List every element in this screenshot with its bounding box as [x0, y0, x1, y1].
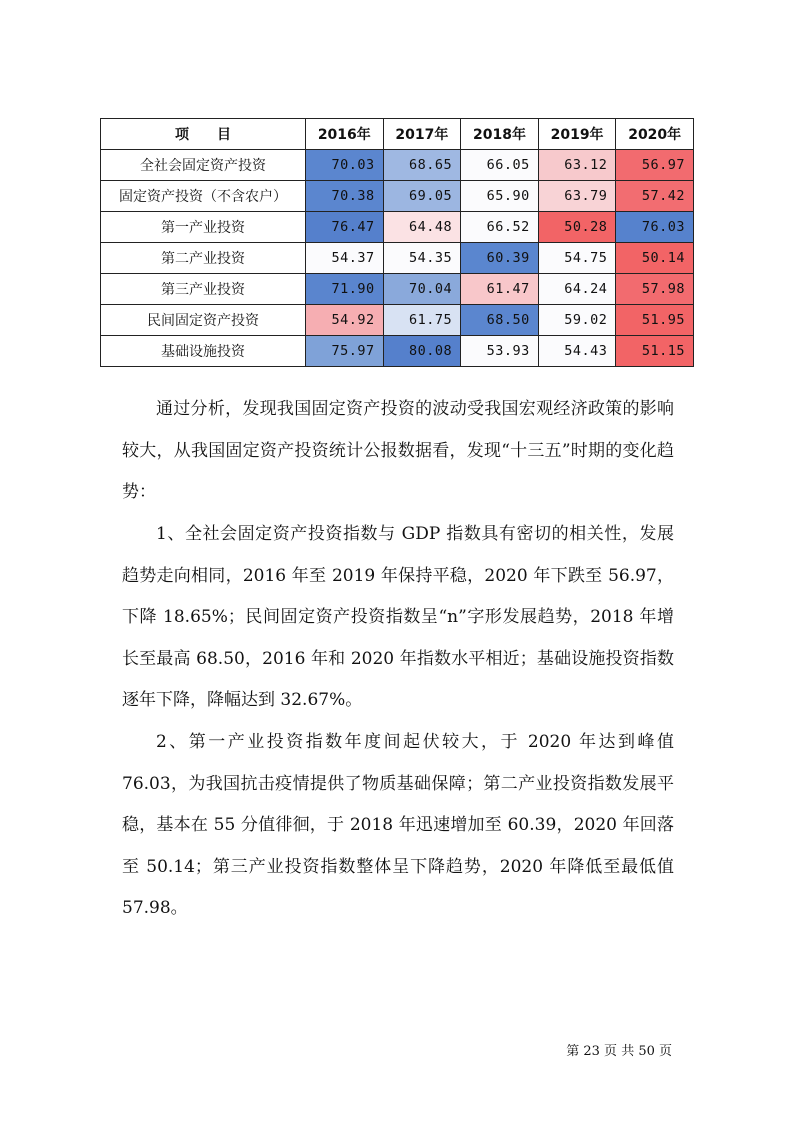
table-cell: 50.14	[616, 243, 694, 274]
body-paragraph-point-2: 2、第一产业投资指数年度间起伏较大，于 2020 年达到峰值 76.03，为我国抗击疫情提供了物质基础保障；第二产业投资指数发展平稳，基本在 55 分值徘徊，于 2018 年迅速增加至 60.39，2020 年回落至 50.14；第三产业投资指数整体呈下降趋势，2020 年降低至最低值 57.98。	[122, 732, 674, 918]
table-cell: 64.48	[383, 212, 461, 243]
body-paragraph-intro: 通过分析，发现我国固定资产投资的波动受我国宏观经济政策的影响较大，从我国固定资产投资统计公报数据看，发现“十三五”时期的变化趋势：	[122, 399, 674, 502]
table-header-row	[101, 119, 694, 150]
header-2016: 2016年	[306, 119, 384, 150]
table-cell: 54.37	[306, 243, 384, 274]
table-cell: 75.97	[306, 336, 384, 367]
table-cell: 66.52	[461, 212, 539, 243]
table-cell: 51.15	[616, 336, 694, 367]
table-cell: 65.90	[461, 181, 539, 212]
row-label: 民间固定资产投资	[101, 305, 306, 336]
row-label: 第二产业投资	[101, 243, 306, 274]
page-number-footer: 第 23 页 共 50 页	[566, 1044, 672, 1059]
table-cell: 57.98	[616, 274, 694, 305]
table-cell: 53.93	[461, 336, 539, 367]
header-2019: 2019年	[538, 119, 616, 150]
table-row	[101, 274, 694, 305]
header-2017: 2017年	[383, 119, 461, 150]
body-paragraph-point-1: 1、全社会固定资产投资指数与 GDP 指数具有密切的相关性，发展趋势走向相同，2016 年至 2019 年保持平稳，2020 年下跌至 56.97，下降 18.65%；民间固定资产投资指数呈“n”字形发展趋势，2018 年增长至最高 68.50，2016 年和 2020 年指数水平相近；基础设施投资指数逐年下降，降幅达到 32.67%。	[122, 524, 674, 710]
table-cell: 70.04	[383, 274, 461, 305]
header-2020: 2020年	[616, 119, 694, 150]
row-label: 固定资产投资（不含农户）	[101, 181, 306, 212]
table-cell: 66.05	[461, 150, 539, 181]
table-cell: 50.28	[538, 212, 616, 243]
table-cell: 76.47	[306, 212, 384, 243]
table-cell: 51.95	[616, 305, 694, 336]
table-row	[101, 212, 694, 243]
table-cell: 54.92	[306, 305, 384, 336]
table-cell: 54.35	[383, 243, 461, 274]
row-label: 基础设施投资	[101, 336, 306, 367]
investment-index-table	[100, 118, 694, 367]
table-cell: 70.38	[306, 181, 384, 212]
table-cell: 69.05	[383, 181, 461, 212]
header-2018: 2018年	[461, 119, 539, 150]
row-label: 第三产业投资	[101, 274, 306, 305]
table-cell: 56.97	[616, 150, 694, 181]
table-cell: 61.75	[383, 305, 461, 336]
table-cell: 57.42	[616, 181, 694, 212]
table-cell: 68.65	[383, 150, 461, 181]
table-cell: 76.03	[616, 212, 694, 243]
table-cell: 60.39	[461, 243, 539, 274]
table-row	[101, 305, 694, 336]
table-cell: 71.90	[306, 274, 384, 305]
table-row	[101, 243, 694, 274]
table-cell: 63.79	[538, 181, 616, 212]
table-cell: 63.12	[538, 150, 616, 181]
table-cell: 59.02	[538, 305, 616, 336]
table-cell: 68.50	[461, 305, 539, 336]
table-cell: 64.24	[538, 274, 616, 305]
row-label: 全社会固定资产投资	[101, 150, 306, 181]
table-row	[101, 150, 694, 181]
table-row	[101, 181, 694, 212]
header-item: 项 目	[101, 119, 306, 150]
table-cell: 70.03	[306, 150, 384, 181]
table-cell: 54.75	[538, 243, 616, 274]
table-row	[101, 336, 694, 367]
row-label: 第一产业投资	[101, 212, 306, 243]
table-cell: 61.47	[461, 274, 539, 305]
table-cell: 80.08	[383, 336, 461, 367]
table-cell: 54.43	[538, 336, 616, 367]
